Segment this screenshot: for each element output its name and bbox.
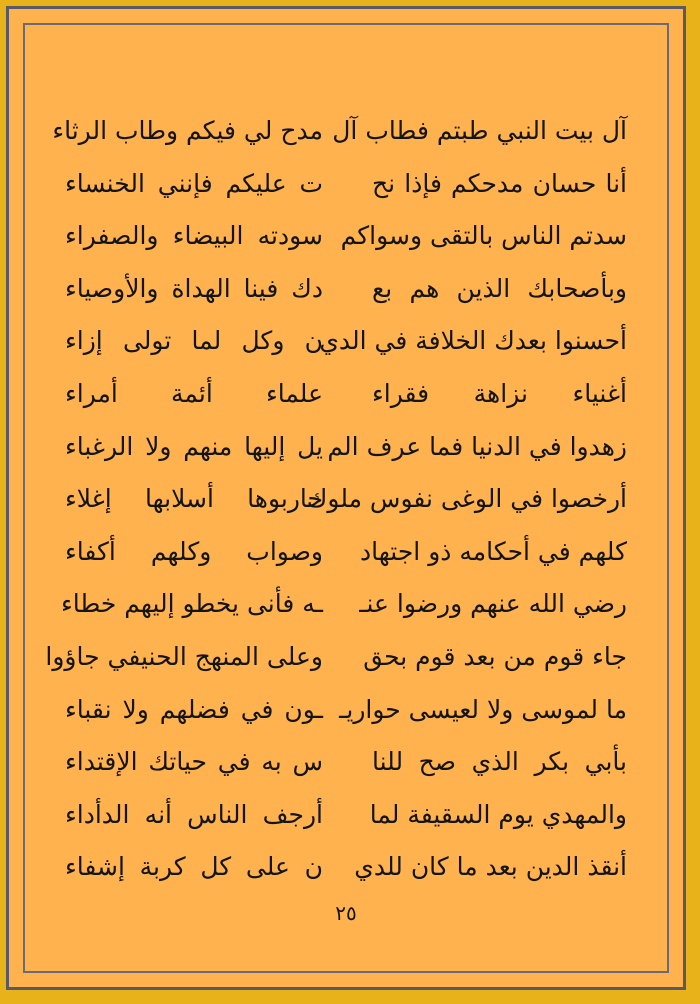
verse-first-hemistich: زهدوا في الدنيا فما عرف الم [327,431,627,461]
verse-row [25,841,667,893]
verse-second-hemistich: وعلى المنهج الحنيفي جاؤوا [45,642,323,671]
verse-row [25,263,667,315]
verse-first-hemistich: أنا حسان مدحكم فإذا نح [372,168,627,198]
verse-second-hemistich: ـه فأنى يخطو إليهم خطاء [61,589,323,619]
verse-second-hemistich: دك فينا الهداة والأوصياء [65,273,323,303]
verse-second-hemistich: ـون في فضلهم ولا نقباء [65,694,323,724]
verse-first-hemistich: والمهدي يوم السقيفة لما [369,799,627,829]
verse-row [25,210,667,262]
verse-first-hemistich: أحسنوا بعدك الخلافة في الدي [319,326,627,356]
verse-first-hemistich: بأبي بكر الذي صح للنا [372,747,627,777]
verse-row [25,158,667,210]
page-number: ٢٥ [335,901,357,925]
verse-row [25,315,667,367]
verse-row [25,421,667,473]
verse-row [25,105,667,157]
verse-first-hemistich: آل بيت النبي طبتم فطاب آل [332,116,627,145]
verse-second-hemistich: ت عليكم فإنني الخنساء [65,168,323,198]
verse-second-hemistich: حاربوها أسلابها إغلاء [65,484,323,514]
verse-second-hemistich: أرجف الناس أنه الدأداء [65,799,323,829]
verse-row [25,631,667,683]
verse-row [25,736,667,788]
verse-second-hemistich: مدح لي فيكم وطاب الرثاء [52,116,323,145]
poem-body [25,105,667,895]
verse-second-hemistich: س به في حياتك الإقتداء [65,747,323,777]
verse-row [25,684,667,736]
verse-second-hemistich: يل إليها منهم ولا الرغباء [65,431,323,461]
verse-second-hemistich: ن وكل لما تولى إزاء [65,326,323,356]
verse-first-hemistich: سدتم الناس بالتقى وسواكم [340,221,627,251]
verse-second-hemistich: سودته البيضاء والصفراء [65,221,323,251]
verse-first-hemistich: أغنياء نزاهة فقراء [372,379,627,408]
verse-first-hemistich: أرخصوا في الوغى نفوس ملوك [306,484,627,514]
verse-second-hemistich: وصواب وكلهم أكفاء [65,536,323,566]
verse-row [25,578,667,630]
verse-row [25,789,667,841]
verse-second-hemistich: علماء أئمة أمراء [65,379,323,408]
verse-first-hemistich: ما لموسى ولا لعيسى حواريـ [339,694,627,724]
verse-first-hemistich: أنقذ الدين بعد ما كان للدي [354,852,627,882]
page-inner-frame [23,23,669,973]
verse-row [25,526,667,578]
verse-first-hemistich: رضي الله عنهم ورضوا عنـ [359,589,627,619]
page-outer-frame [6,6,686,990]
verse-second-hemistich: ن على كل كربة إشفاء [65,852,323,882]
verse-first-hemistich: كلهم في أحكامه ذو اجتهاد [360,536,627,566]
verse-row [25,368,667,420]
verse-first-hemistich: جاء قوم من بعد قوم بحق [363,642,627,671]
verse-first-hemistich: وبأصحابك الذين هم بع [372,273,627,303]
verse-row [25,473,667,525]
